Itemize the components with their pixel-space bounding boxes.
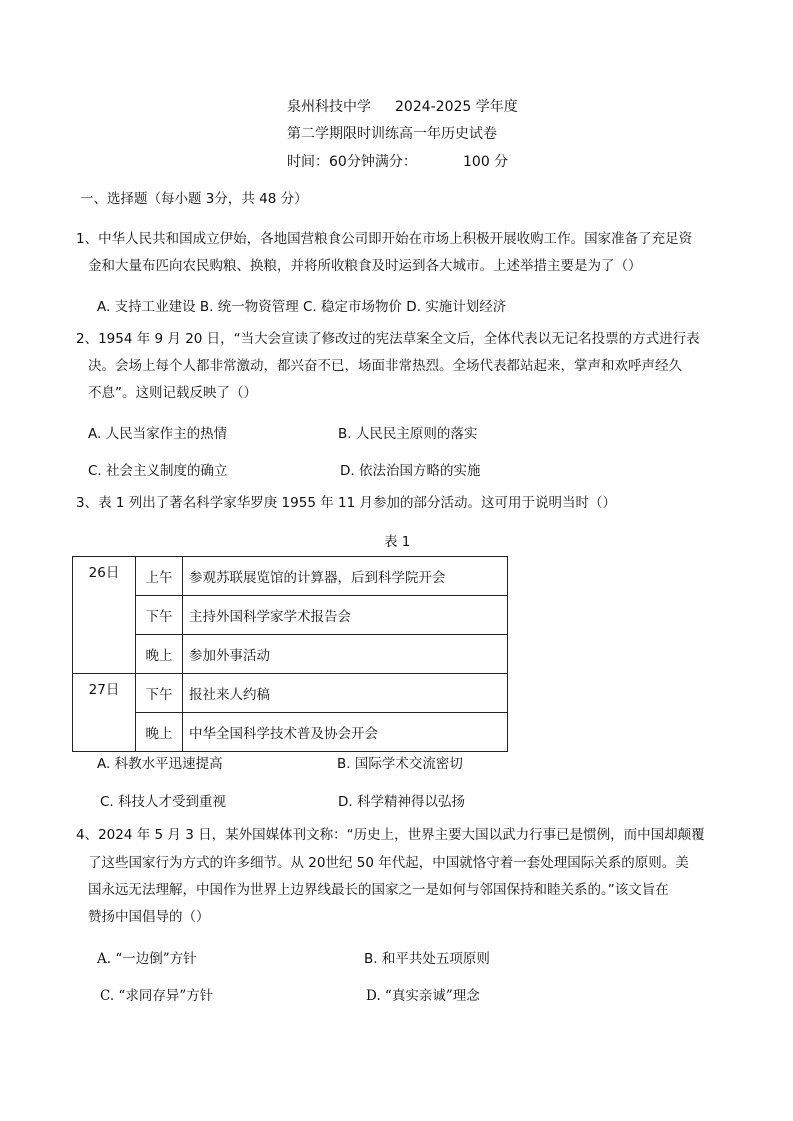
table-cell-day: 27日 bbox=[73, 674, 136, 752]
table-caption: 表 1 bbox=[384, 534, 411, 550]
q1-text-line2: 金和大量布匹向农民购粮、换粮，并将所收粮食及时运到各大城市。上述举措主要是为了（） bbox=[88, 258, 642, 274]
q1-options: A. 支持工业建设 B. 统一物资管理 C. 稳定市场物价 D. 实施计划经济 bbox=[97, 299, 507, 315]
q4-option-b: B. 和平共处五项原则 bbox=[364, 951, 490, 967]
q2-option-b: B. 人民民主原则的落实 bbox=[338, 426, 478, 442]
q2-option-d: D. 依法治国方略的实施 bbox=[340, 463, 481, 479]
table-row bbox=[73, 713, 508, 752]
q4-option-d: D. “真实亲诚”理念 bbox=[366, 988, 480, 1004]
q3-option-d: D. 科学精神得以弘扬 bbox=[338, 794, 465, 810]
exam-title: 第二学期限时训练高一年历史试卷 bbox=[287, 126, 497, 142]
q2-text-line2: 决。会场上每个人都非常激动，都兴奋不已，场面非常热烈。全场代表都站起来，掌声和欢呼声经久 bbox=[88, 358, 682, 374]
q1-text-line1: 1、中华人民共和国成立伊始，各地国营粮食公司即开始在市场上积极开展收购工作。国家准备了充足资 bbox=[76, 231, 693, 247]
table-cell-time: 下午 bbox=[136, 596, 183, 635]
table-cell-time: 晚上 bbox=[136, 635, 183, 674]
q3-option-a: A. 科教水平迅速提高 bbox=[97, 756, 223, 772]
q3-option-b: B. 国际学术交流密切 bbox=[337, 756, 463, 772]
q2-text-line1: 2、1954 年 9 月 20 日，“当大会宣读了修改过的宪法草案全文后，全体代表以无记名投票的方式进行表 bbox=[76, 331, 700, 347]
table-cell-time: 晚上 bbox=[136, 713, 183, 752]
table-cell-activity: 主持外国科学家学术报告会 bbox=[183, 596, 508, 635]
q3-text-line1: 3、表 1 列出了著名科学家华罗庚 1955 年 11 月参加的部分活动。这可用于说明当时（） bbox=[76, 495, 616, 511]
q2-option-c: C. 社会主义制度的确立 bbox=[88, 463, 228, 479]
schedule-table bbox=[72, 556, 508, 752]
table-row bbox=[73, 674, 508, 713]
q3-option-c: C. 科技人才受到重视 bbox=[100, 794, 227, 810]
q4-text-line2: 了这些国家行为方式的许多细节。从 20世纪 50 年代起，中国就恪守着一套处理国际关系的原则。美 bbox=[88, 855, 689, 871]
table-cell-activity: 参加外事活动 bbox=[183, 635, 508, 674]
q4-option-c: C. “求同存异”方针 bbox=[100, 988, 214, 1004]
q4-text-line4: 赞扬中国倡导的（） bbox=[88, 909, 210, 925]
school-year: 2024-2025 学年度 bbox=[395, 99, 518, 115]
q4-option-a: A. “一边倒”方针 bbox=[97, 951, 197, 967]
q2-option-a: A. 人民当家作主的热情 bbox=[88, 426, 228, 442]
section-heading: 一、选择题（每小题 3分，共 48 分） bbox=[80, 191, 308, 207]
table-cell-day: 26日 bbox=[73, 557, 136, 674]
exam-time: 时间：60分钟满分： bbox=[287, 154, 417, 170]
table-cell-time: 上午 bbox=[136, 557, 183, 596]
table-row bbox=[73, 635, 508, 674]
table-row bbox=[73, 557, 508, 596]
q2-text-line3: 不息”。这则记载反映了（） bbox=[88, 385, 257, 401]
q4-text-line3: 国永远无法理解，中国作为世界上边界线最长的国家之一是如何与邻国保持和睦关系的。”该文旨在 bbox=[88, 882, 669, 898]
table-cell-activity: 报社来人约稿 bbox=[183, 674, 508, 713]
q4-text-line1: 4、2024 年 5 月 3 日，某外国媒体刊文称：“历史上，世界主要大国以武力行事已是惯例，而中国却颠覆 bbox=[76, 827, 705, 843]
school-name: 泉州科技中学 bbox=[287, 99, 371, 115]
table-cell-activity: 中华全国科学技术普及协会开会 bbox=[183, 713, 508, 752]
exam-score: 100 分 bbox=[463, 154, 509, 170]
table-cell-activity: 参观苏联展览馆的计算器，后到科学院开会 bbox=[183, 557, 508, 596]
table-row bbox=[73, 596, 508, 635]
table-cell-time: 下午 bbox=[136, 674, 183, 713]
